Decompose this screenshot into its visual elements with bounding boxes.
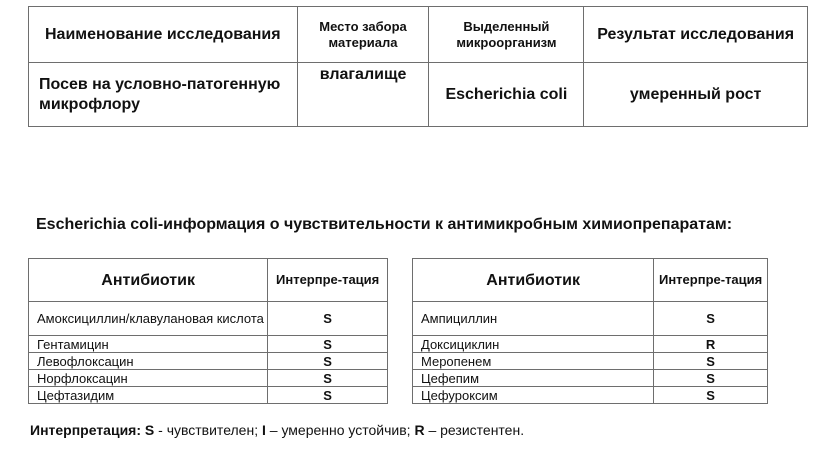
organism: Escherichia coli	[429, 63, 584, 127]
table-row	[413, 387, 768, 404]
header-antibiotic: Антибиотик	[413, 259, 654, 302]
results-row	[29, 63, 808, 127]
table-row	[29, 370, 388, 387]
legend-i-text: – умеренно устойчив;	[265, 422, 415, 438]
results-header-row	[29, 7, 808, 63]
antibiotics-table-left	[28, 258, 388, 404]
header-interpretation: Интерпре-тация	[268, 259, 388, 302]
header-result: Результат исследования	[584, 7, 808, 63]
header-organism: Выделенный микроорганизм	[429, 7, 584, 63]
result: умеренный рост	[584, 63, 808, 127]
legend-s-code: S	[144, 422, 155, 438]
antibiotic-name: Норфлоксацин	[29, 370, 268, 387]
interpretation-value: S	[654, 302, 768, 336]
antibiotics-right-header	[413, 259, 768, 302]
legend-i-code: I	[261, 422, 266, 438]
legend-r-text: – резистентен.	[424, 422, 525, 438]
interpretation-value: S	[268, 353, 388, 370]
legend-label: Интерпретация:	[30, 422, 142, 438]
header-test-name: Наименование исследования	[29, 7, 298, 63]
antibiotics-left-header	[29, 259, 388, 302]
interpretation-value: S	[654, 387, 768, 404]
table-row	[413, 353, 768, 370]
header-interpretation: Интерпре-тация	[654, 259, 768, 302]
antibiotic-name: Меропенем	[413, 353, 654, 370]
header-antibiotic: Антибиотик	[29, 259, 268, 302]
table-row	[29, 387, 388, 404]
legend-r-code: R	[414, 422, 425, 438]
antibiotic-name: Цефуроксим	[413, 387, 654, 404]
antibiotic-name: Цефтазидим	[29, 387, 268, 404]
table-row	[29, 302, 388, 336]
antibiotic-name: Левофлоксацин	[29, 353, 268, 370]
antibiotics-table-right	[412, 258, 768, 404]
antibiotic-name: Гентамицин	[29, 336, 268, 353]
interpretation-value: S	[268, 370, 388, 387]
table-row	[413, 336, 768, 353]
interpretation-legend	[30, 422, 524, 438]
antibiotic-name: Ампициллин	[413, 302, 654, 336]
table-row	[413, 302, 768, 336]
interpretation-value: S	[268, 387, 388, 404]
interpretation-value: S	[268, 336, 388, 353]
results-table	[28, 6, 808, 127]
test-name: Посев на условно-патогенную микрофлору	[29, 63, 298, 127]
interpretation-value: S	[654, 353, 768, 370]
table-row	[29, 336, 388, 353]
interpretation-value: S	[268, 302, 388, 336]
table-row	[413, 370, 768, 387]
interpretation-value: R	[654, 336, 768, 353]
legend-s-text: - чувствителен;	[154, 422, 262, 438]
sample-site: влагалище	[297, 63, 429, 127]
table-row	[29, 353, 388, 370]
antibiotic-name: Амоксициллин/клавулановая кислота	[29, 302, 268, 336]
antibiotic-name: Доксициклин	[413, 336, 654, 353]
antibiotic-name: Цефепим	[413, 370, 654, 387]
header-sample-site: Место забора материала	[297, 7, 429, 63]
interpretation-value: S	[654, 370, 768, 387]
section-title: Escherichia coli-информация о чувствительности к антимикробным химиопрепаратам:	[36, 216, 733, 233]
